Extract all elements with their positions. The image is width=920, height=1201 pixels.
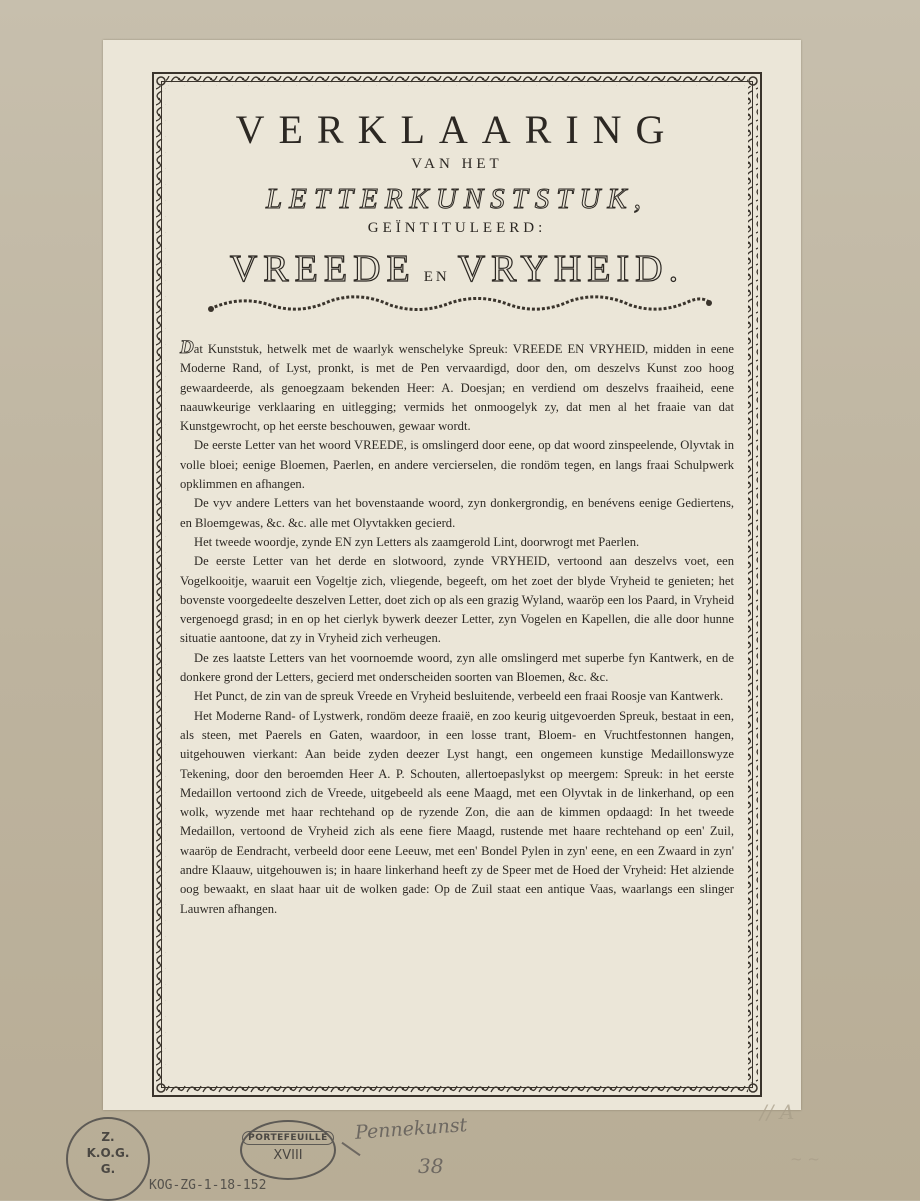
faint-pencil-mark: ~ ~ <box>790 1150 820 1168</box>
paragraph: De vyv andere Letters van het bovenstaande woord, zyn donkergrondig, en benévens eenige Gediertens, en Bloemgewas, &c. &c. alle met Olyvtakken gecierd. <box>180 496 734 530</box>
paragraph: De eerste Letter van het derde en slotwoord, zynde VRYHEID, vertoond aan deszelvs voet, een Vogelkooitje, waaruit een Vogeltje zich, vliegende, begeeft, om het zoet der blyde Vryheid te genieten; het bovenste voorgedeelte deszelven Letter, doet zich op als een grazig Wyland, waaröp een los Paard, in Vryheid vergenoegd grasd; in en op het cierlyk bywerk deezer Letter, zyn Vogelen en Kapellen, die alle door hunne situatie aantoone, dat zy in Vryheid zich verheugen. <box>180 554 734 646</box>
kog-collection-stamp <box>66 1117 150 1201</box>
title-letterkunststuk: LETTERKUNSTSTUK, <box>266 183 648 215</box>
paragraph-text: at Kunststuk, hetwelk met de waarlyk wenschelyke Spreuk: VREEDE EN VRYHEID, midden in eene Moderne Rand, of Lyst, pronkt, is met de Pen vervaardigd, door den, om deszelvs Kunst zoo hoog gewaardeerde, als genoegzaam bekenden Heer: A. Doesjan; en verdiend om deszelvs fraaiheid, eene naauwkeurige verklaaring en uitlegging; vermids het onmoogelyk zy, dat men al het fraaie van dat Kunstgewrocht, op het eerste beschouwen, gewaar wordt. <box>180 342 734 434</box>
title-van-het: VAN HET <box>411 156 503 172</box>
title-vreede: VREEDE <box>229 248 416 290</box>
handwritten-number: 38 <box>418 1154 444 1178</box>
paragraph: De eerste Letter van het woord VREEDE, is omslingerd door eene, op dat woord zinspeelende, Olyvtak in volle bloei; eenige Bloemen, Paerlen, en andere vercierselen, die rondöm tegen, en langs fraai Schulpwerk opklimmen en afhangen. <box>180 438 734 492</box>
title-vryheid: VRYHEID. <box>457 248 685 290</box>
stamp-line: K.O.G. <box>86 1146 130 1160</box>
paragraph <box>180 338 734 436</box>
handwritten-note: Pennekunst <box>354 1114 468 1144</box>
stamp-number: XVIII <box>273 1148 303 1163</box>
title-block <box>172 108 742 291</box>
stamp-line: G. <box>100 1162 116 1176</box>
paragraph: Het Punct, de zin van de spreuk Vreede en Vryheid besluitende, verbeeld een fraai Roosje van Kantwerk. <box>194 689 724 704</box>
drop-capital: D <box>180 337 194 358</box>
title-geintituleerd: GEÏNTITULEERD: <box>367 220 547 236</box>
title-vreede-en-vryheid <box>172 247 742 291</box>
stamp-line: Z. <box>101 1130 115 1144</box>
body-text <box>180 338 734 919</box>
portefeuille-stamp <box>240 1120 336 1180</box>
paragraph: De zes laatste Letters van het voornoemde woord, zyn alle omslingerd met superbe fyn Kantwerk, en de donkere grond der Letters, gecierd met onderscheiden soorten van Bloemen, &c. &c. <box>180 650 734 685</box>
paragraph: Het Moderne Rand- of Lystwerk, rondöm deeze fraaië, en zoo keurig uitgevoerden Spreuk, bestaat in een, als steen, met Paerels en Gaten, waardoor, in een losse trant, Bloem- en Vruchtfestonnen hangen, uitgehouwen vierkant: Aan beide zyden deezer Lyst hangt, een ongemeen kunstige Medaillonswyze Tekening, door den beroemden Heer A. P. Schouten, allertoepaslykst op meergem: Spreuk: in het eerste Medaillon vertoond zich de Vreede, uitgebeeld als eene Maagd, met een Olyvtak in de linkerhand, op een wolk, wyzende met haar rechtehand op de ryzende Zon, die aan de kimmen opdaagd: In het tweede Medaillon, vertoond de Vryheid zich als eene fiere Maagd, rustende met haare rechtehand op een' Zuil, waaröp de Eendracht, verbeeld door eene Leeuw, met een' Bondel Pylen in zyn' eene, en een Zwaard in zyn' andre Klaauw, uitgehouwen is; in haare linkerhand heeft zy de Speer met de Hoed der Vryheid: Het alziende oog bewaakt, en slaat haar uit de wolken gade: Op de Zuil staat een antique Vaas, waarlangs een slinger Lauwren afhangen. <box>180 708 734 916</box>
title-verklaaring: VERKLAARING <box>235 107 679 152</box>
paragraph: Het tweede woordje, zynde EN zyn Letters als zaamgerold Lint, doorwrogt met Paerlen. <box>194 534 640 549</box>
garland-divider <box>205 293 715 315</box>
stamp-label: PORTEFEUILLE <box>242 1131 334 1145</box>
title-en: EN <box>423 269 450 285</box>
faint-pencil-mark: // A <box>760 1100 795 1124</box>
inventory-number: KOG-ZG-1-18-152 <box>149 1178 267 1193</box>
